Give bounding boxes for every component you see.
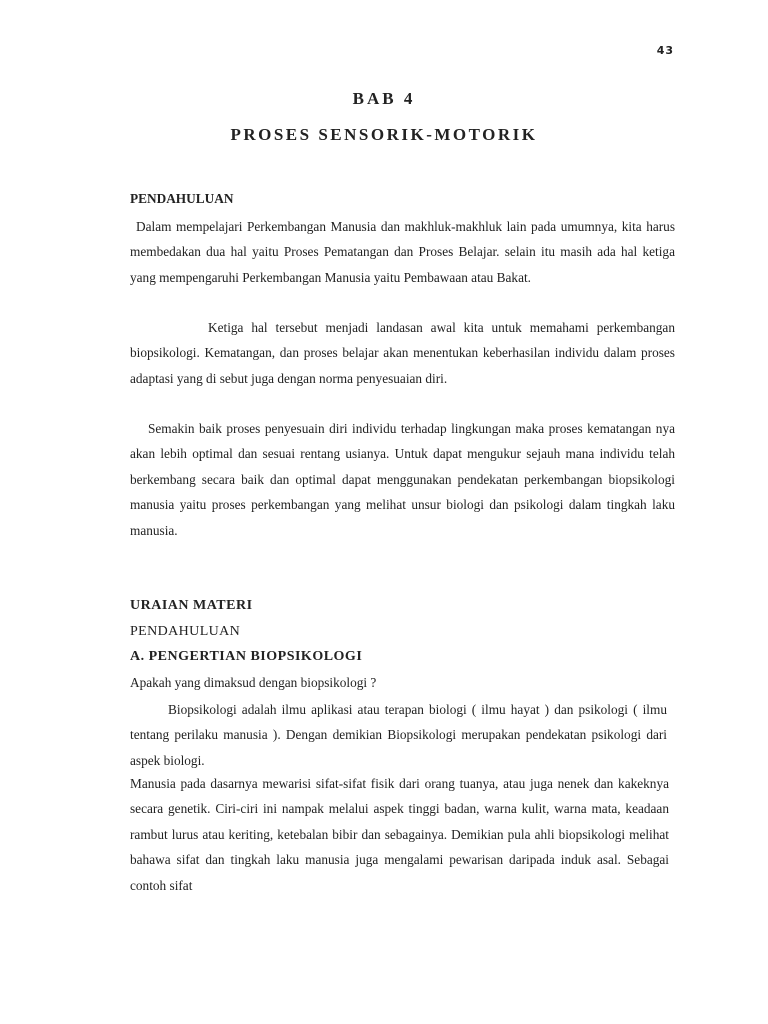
intro-paragraph-3 [130,416,675,543]
intro-paragraph-2-text: Ketiga hal tersebut menjadi landasan awal kita untuk memahami perkembangan biopsikologi. Kematangan, dan proses belajar akan menentukan keberhasilan individu dalam proses adaptasi yang di sebut juga dengan norma penyesuaian diri. [130,320,675,386]
intro-paragraph-3-text: Semakin baik proses penyesuain diri individu terhadap lingkungan maka proses kematangan nya akan lebih optimal dan sesuai rentang usianya. Untuk dapat mengukur sejauh mana individu telah berkembang secara baik dan optimal dapat menggunakan pendekatan perkembangan biopsikologi manusia yaitu proses perkembangan yang melihat unsur biologi dan psikologi dalam tingkah laku manusia. [130,421,675,538]
material-subheading: PENDAHULUAN [130,624,241,639]
chapter-label: BAB 4 [352,89,416,108]
material-heading: URAIAN MATERI [130,598,253,613]
material-paragraph-2-text: Manusia pada dasarnya mewarisi sifat-sifat fisik dari orang tuanya, atau juga nenek dan kakeknya secara genetik. Ciri-ciri ini nampak melalui aspek tinggi badan, warna kulit, warna mata, keadaan rambut lurus atau keriting, ketebalan bibir dan sebagainya. Demikian pula ahli biopsikologi melihat bahawa sifat dan tingkah laku manusia juga mengalami pewarisan daripada induk asal. Sebagai contoh sifat [130,776,669,893]
intro-paragraph-1-text: Dalam mempelajari Perkembangan Manusia dan makhluk-makhluk lain pada umumnya, kita harus membedakan dua hal yaitu Proses Pematangan dan Proses Belajar. selain itu masih ada hal ketiga yang mempengaruhi Perkembangan Manusia yaitu Pembawaan atau Bakat. [130,219,675,285]
intro-paragraph-2 [130,315,675,391]
material-paragraph-2 [130,771,669,898]
intro-paragraph-1 [130,214,675,290]
question-text: Apakah yang dimaksud dengan biopsikologi ? [130,675,377,690]
intro-heading: PENDAHULUAN [130,191,234,206]
section-a-heading: A. PENGERTIAN BIOPSIKOLOGI [130,649,363,664]
chapter-title: PROSES SENSORIK-MOTORIK [230,125,538,144]
material-paragraph-1-text: Biopsikologi adalah ilmu aplikasi atau terapan biologi ( ilmu hayat ) dan psikologi ( ilmu tentang perilaku manusia ). Dengan demikian Biopsikologi merupakan pendekatan psikologi dari aspek biologi. [130,702,667,768]
material-paragraph-1 [130,697,667,773]
page-number: 43 [656,44,674,57]
